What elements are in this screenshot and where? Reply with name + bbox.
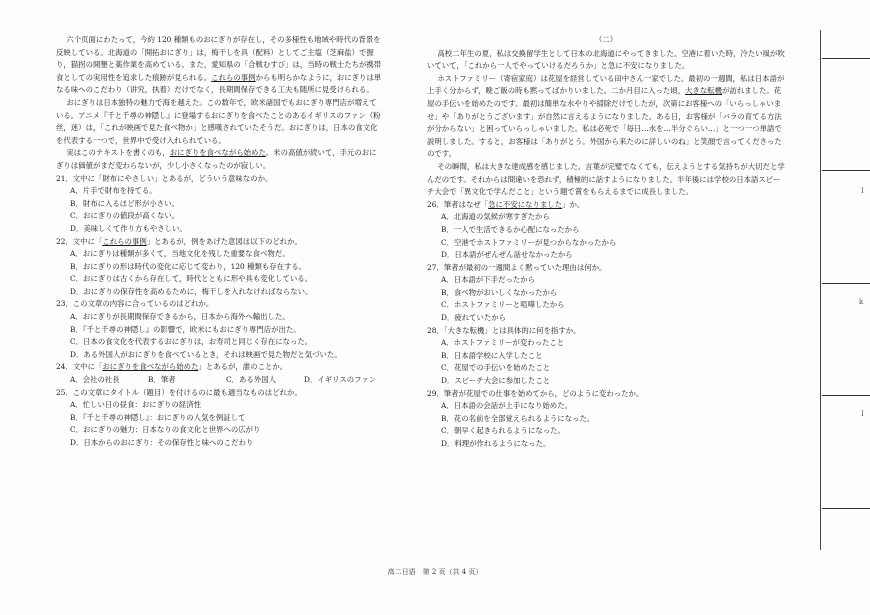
underlined-text: これらの事例: [102, 236, 147, 246]
margin-rule: [822, 508, 870, 509]
margin-rule: [822, 170, 870, 171]
question-26: [427, 199, 785, 212]
option: D．日本語がぜんぜん話せなかったから: [441, 250, 573, 260]
margin-rule: [822, 395, 870, 396]
option: A．日本語が下手だったから: [441, 275, 536, 285]
passage-paragraph: [427, 73, 785, 161]
option: D．疲れていたから: [441, 313, 507, 323]
question-text: 」とあるが，誰のことか。: [198, 362, 288, 372]
option: C．おにぎりは古くから存在して，時代とともに形や具も変化している。: [70, 274, 313, 284]
option: A．忙しい日の昼食：おにぎりの経済性: [70, 400, 201, 410]
underlined-text: これらの事例: [211, 72, 256, 82]
underlined-text: 急に不安になりました: [488, 199, 563, 209]
option: B．食べ物がおいしくなかったから: [441, 287, 558, 297]
option: B．筆者: [148, 375, 176, 385]
option: D．イギリスのファン: [304, 375, 377, 385]
option: C．おにぎりの魅力：日本なりの食文化と世界への広がり: [70, 425, 261, 435]
underlined-text: おにぎりを食べながら始めた: [102, 362, 199, 372]
option: C．花屋での手伝いを始めたこと: [441, 363, 551, 373]
option: A．ホストファミリーが変わったこと: [441, 338, 565, 348]
passage-paragraph: その瞬間，私は大きな達成感を感じました。言葉が完璧でなくても，伝えようとする気持ちが大切だと学んだのです。それからは間違いを恐れず，積極的に話すようになりました。半年後には学校の日本語スピーチ大会で「異文化で学んだこと」という題で賞をもらえるまでに成長しました。: [427, 161, 785, 197]
underlined-text: おにぎりを食べながら始めた: [169, 148, 266, 158]
option: B．花の名前を全部覚えられるようになった。: [441, 413, 595, 423]
question-21: 21．文中に「財布にやさしい」とあるが，どういう意味なのか。: [56, 173, 273, 183]
paragraph-text: 。米の高値が続いて，手元のおにぎりは価値がまだ変わらないが，少し小さくなったのが寂しい。: [56, 148, 377, 170]
margin-mark: k: [859, 298, 864, 306]
option: C．空港でホストファミリーが見つからなかったから: [441, 237, 617, 247]
option: A．おにぎりは種類が多くて，当地文化を残した重要な食べ物だ。: [70, 249, 290, 259]
question-29: 29．筆者が花屋での仕事を始めてから，どのように変わったか。: [427, 388, 644, 398]
question-text: 24．文中に「: [56, 362, 103, 372]
option: C．ある外国人: [226, 375, 276, 385]
paragraph-text: が訪れました。花屋の手伝いを始めたのです。最初は簡単な水やりや掃除だけでしたが，次第にお客様への「いらっしゃいませ」や「ありがとうございます」が自然に言えるようになりました。ある日，お客様が「バラの育てる方法が分からない」と困っていらっしゃいました。私は必死で「毎日…水を…半分ぐらい…」と一つ一つ単語で説明しました。すると，お客様は「ありがとう。外国から来たのに詳しいのね」と笑顔で言ってくださったのです。: [427, 86, 782, 159]
page-footer: 高二日语 第 2 页（共 4 页）: [387, 568, 483, 576]
paragraph-text: からも明らかなように，おにぎりは単なる味へのこだわり（讲究，执着）だけでなく，長期間保存できる工夫も随所に見受けられる。: [56, 72, 382, 95]
binding-line: [820, 30, 821, 550]
option: B．おにぎりの形は時代の変化に応じて変わり，120 種類も存在する。: [70, 261, 307, 271]
option: B．『千と千尋の神隠し』：おにぎりの人気を例証して: [70, 412, 246, 422]
option: C．ホストファミリーと喧嘩したから: [441, 300, 565, 310]
passage-paragraph: [56, 34, 382, 97]
passage-paragraph: おにぎりは日本独特の魅力で海を越えた。この数年で，欧米諸国でもおにぎり専門店が増えている。アニメ『千と千尋の神隠し』に登場するおにぎりを食べたことのあるイギリスのファン（粉丝，迷）は，「これが映画で見た食べ物か」と感嘆されていたそうだ。おにぎりは，日本の食文化を代表する一つで，世界中で受け入れられている。: [56, 97, 381, 145]
margin-mark: I: [861, 410, 864, 418]
option: A．日本語の会話が上手になり始めた。: [441, 401, 572, 411]
option: A．会社の社長: [70, 375, 120, 385]
question-text: 」か。: [562, 199, 585, 209]
option: D．日本からのおにぎり：その保存性と味へのこだわり: [70, 438, 254, 447]
option: D．ある外国人がおにぎりを食べているとき，それは映画で見た物だと気づいた。: [70, 349, 342, 359]
question-text: 」とあるが，例をあげた意図は以下のどれか。: [146, 236, 302, 246]
section-title: （二）: [594, 35, 618, 44]
margin-mark: I: [861, 187, 864, 195]
question-22: [56, 236, 382, 249]
question-27: 27．筆者が最初の一週間よく黙っていた理由は何か。: [427, 262, 607, 272]
option: D．スピーチ大会に参加したこと: [441, 376, 551, 386]
options-row: [70, 374, 382, 387]
option: C．朝早く起きられるようになった。: [441, 426, 565, 436]
underlined-text: 大きな転機: [685, 86, 723, 96]
passage-paragraph: 高校二年生の夏，私は交換留学生として日本の北海道にやってきました。空港に着いた時，冷たい風が吹いていて，「これから一人でやっていけるだろうか」と急に不安になりました。: [427, 48, 785, 71]
question-25: 25．この文章にタイトル（題目）を付けるのに最も適当なものはどれか。: [56, 387, 302, 397]
margin-rule: [822, 283, 870, 284]
paragraph-text: 六个页面にわたって，今約 120 種類ものおにぎりが存在し，その多様性も地域や時代の背景を反映している。北海道の「開拓おにぎり」は，梅干しを具（配料）としてご主塩（芝麻盐）で握り，猫拐の開墾と薬作業を高めている。また，愛知県の「合戦むすび」は，当時の戦士たちが携帯食としての実用性を追求した痕跡が見られる。: [56, 35, 382, 82]
option: D．料理が作れるようになった。: [441, 439, 551, 448]
option: B．財布に入るほど形が小さい。: [70, 198, 179, 208]
question-28: 28．「大きな転機」とは具体的に何を指すか。: [427, 325, 581, 335]
question-text: 22．文中に「: [56, 236, 103, 246]
option: C．おにぎりの値段が高くない。: [70, 211, 180, 221]
option: B．日本語学校に入学したこと: [441, 350, 543, 360]
option: A．北海道の気候が寒すぎたから: [441, 212, 550, 222]
right-column: [427, 34, 785, 451]
option: D．おにぎりの保存性を高めるために，梅干しを入れなければならない。: [70, 286, 313, 296]
option: A．片手で財布を持てる。: [70, 186, 157, 196]
option: D．美味しくて作り方もやさしい。: [70, 223, 187, 233]
paragraph-text: ホストファミリー（寄宿家庭）は花屋を経営している田中さん一家でした。最初の一週間，私は日本語が上手く分からず，晩ご飯の時も黙ってばかりいました。二か月目に入った頃，: [427, 73, 785, 96]
option: B．『千と千尋の神隠し』の影響で，欧米にもおにぎり専門店が出た。: [70, 324, 301, 334]
paragraph-text: 実はこのテキストを書くのも，: [66, 148, 170, 158]
question-text: 26．筆者はなぜ「: [427, 199, 489, 209]
passage-paragraph: [56, 147, 382, 172]
option: B．一人で生活できるか心配になったから: [441, 224, 580, 234]
option: A．おにぎりが長期間保存できるから，日本から海外へ輸出した。: [70, 312, 290, 322]
question-23: 23．この文章の内容に合っているのはどれか。: [56, 299, 214, 309]
left-column: [56, 34, 382, 450]
question-24: [56, 361, 382, 374]
margin-rule: [822, 58, 870, 59]
option: C．日本の食文化を代表するおにぎりは，お寿司と同じく存在になった。: [70, 337, 313, 347]
